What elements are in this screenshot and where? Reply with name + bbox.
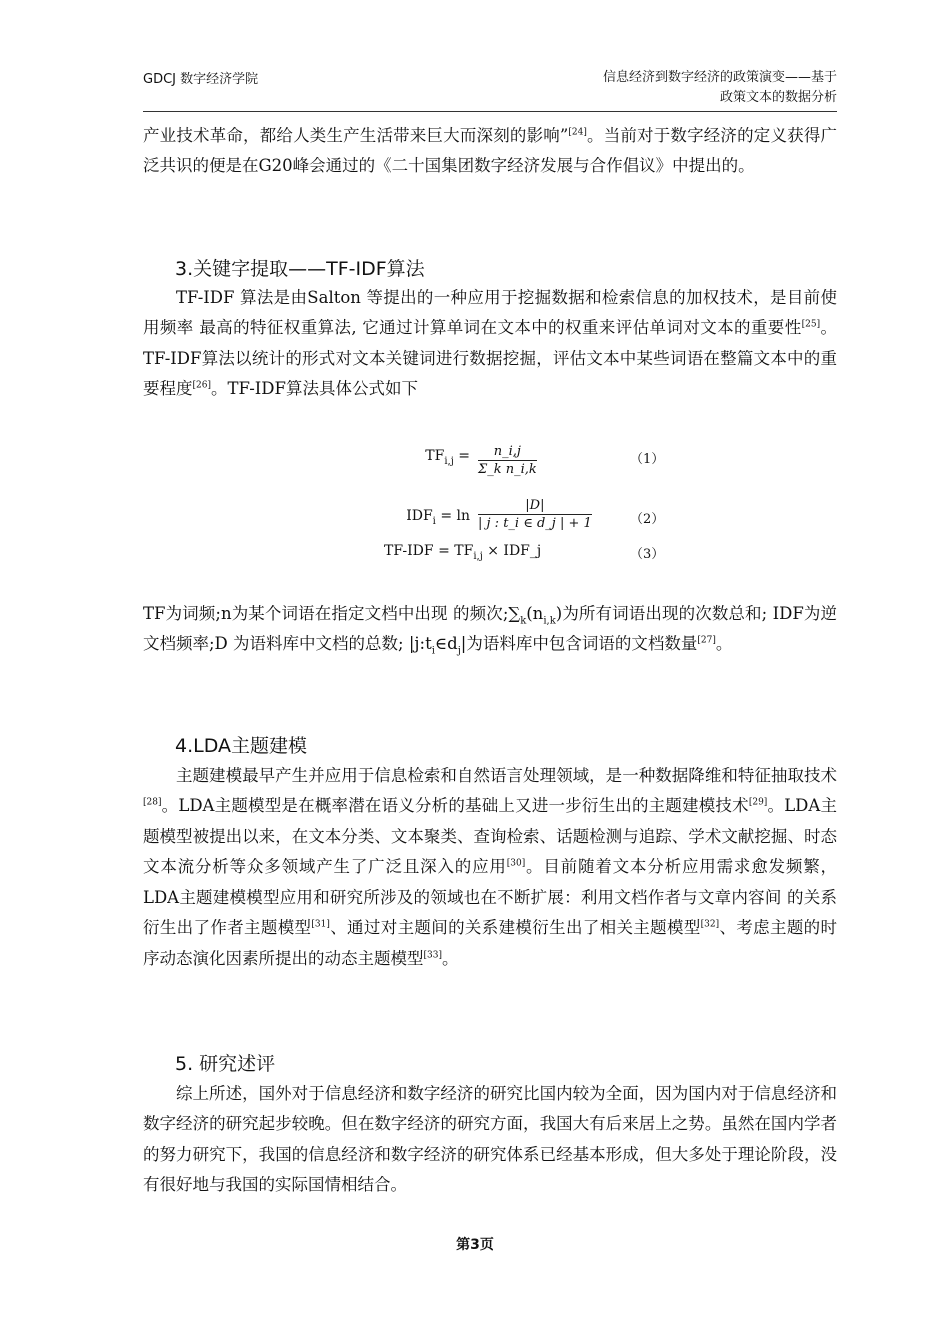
formula-3 (300, 543, 700, 575)
header-right (507, 68, 837, 108)
formula-2-numerator: |D| (478, 498, 592, 515)
citation-24: [24] (568, 127, 587, 137)
formula-3-expression: $TF-IDF = TF_{i,j}$ × IDF_j (384, 543, 542, 562)
formula-1-number: （1） (630, 452, 665, 467)
section4-paragraph: 主题建模最早产生并应用于信息检索和自然语言处理领域，是一种数据降维和特征抽取技术[28]。LDA主题模型是在概率潜在语义分析的基础上又进一步衍生出的主题建模技术[29]。LDA主题模型被提出以来，在文本分类、文本聚类、查询检索、话题检测与追踪、学术文献挖掘、时态文本流分析等众多领域产生了广泛且深入的应用[30]。目前随着文本分析应用需求愈发频繁，LDA主题建模模型应用和研究所涉及的领域也在不断扩展：利用文档作者与文章内容间 的关系衍生出了作者主题模型[31]、通过对主题间的关系建模衍生出了相关主题模型[32]、考虑主题的时序动态演化因素所提出的动态主题模型[33]。 (143, 765, 838, 968)
citation-28: [28] (143, 797, 162, 808)
section5-heading: 5. 研究述评 (175, 1053, 276, 1075)
citation-25: [25] (801, 319, 821, 330)
header-right-line2: 政策文本的数据分析 (719, 90, 837, 105)
formula-1-fraction (478, 444, 537, 477)
s3p1-text-a: TF-IDF 算法是由Salton 等提出的一种应用于挖掘数据和检索信息的加权技术，是目前使用频率 最高的特征权重算法, 它通过计算单词在文本中的权重来评估单词对文本的重要性 (143, 287, 837, 337)
citation-27: [27] (697, 635, 716, 646)
intro-text-a: 产业技术革命，都给人类生产生活带来巨大而深刻的影响” (143, 125, 569, 145)
formula-1-lhs: $TF_{i,j}$ = (425, 448, 470, 467)
citation-32: [32] (700, 919, 720, 930)
section4-heading: 4.LDA主题建模 (175, 735, 308, 757)
intro-text-b: 。当前对于数字经济的定义获得广泛共识的便是在G20峰会通过的《二十国集团数字经济发展与合作倡议》中提出的。 (143, 125, 837, 175)
header-rule (143, 111, 837, 112)
section3-heading: 3.关键字提取——TF-IDF算法 (175, 258, 425, 280)
formula-2-fraction (478, 498, 592, 531)
citation-29: [29] (748, 797, 768, 808)
header-right-line1: 信息经济到数字经济的政策演变——基于 (602, 70, 837, 85)
section3-paragraph1 (143, 283, 837, 405)
formula-1 (300, 444, 700, 480)
formula-2-lhs: $IDF_i = \ln$ (406, 508, 470, 527)
formula-2-number: （2） (630, 512, 665, 527)
citation-33: [33] (423, 950, 442, 960)
formula-2-denominator: | j : t_i ∈ d_j | + 1 (478, 516, 592, 531)
section3-paragraph2: TF为词频;n为某个词语在指定文档中出现 的频次$;\sum_k(n_{i,k})$为所有词语出现的次数总和; IDF为逆文档频率;D 为语料库中文档的总数; $|j:t_i\in d_j|$为语料库中包含词语的文档数量[27]。 (143, 603, 837, 657)
formula-1-denominator: Σ_k n_i,k (478, 462, 537, 477)
citation-31: [31] (311, 919, 330, 930)
s3p1-text-b: 。TF-IDF算法以统计的形式对文本关键词进行数据挖掘，评估文本中某些词语在整篇文本中的重要程度 (143, 318, 837, 398)
formula-3-number: （3） (630, 547, 665, 562)
citation-26: [26] (192, 380, 211, 391)
citation-30: [30] (506, 858, 526, 869)
formula-1-numerator: n_i,j (478, 444, 537, 461)
s3p1-text-c: 。TF-IDF算法具体公式如下 (210, 379, 418, 398)
intro-paragraph (143, 121, 837, 182)
section5-paragraph: 综上所述，国外对于信息经济和数字经济的研究比国内较为全面，因为国内对于信息经济和数字经济的研究起步较晚。但在数字经济的研究方面，我国大有后来居上之势。虽然在国内学者的努力研究下，我国的信息经济和数字经济的研究体系已经基本形成，但大多处于理论阶段，没有很好地与我国的实际国情相结合。 (143, 1083, 837, 1194)
page-number: 第3页 (456, 1237, 494, 1253)
formula-2 (300, 498, 700, 540)
header-left: GDCJ 数字经济学院 (143, 72, 259, 87)
